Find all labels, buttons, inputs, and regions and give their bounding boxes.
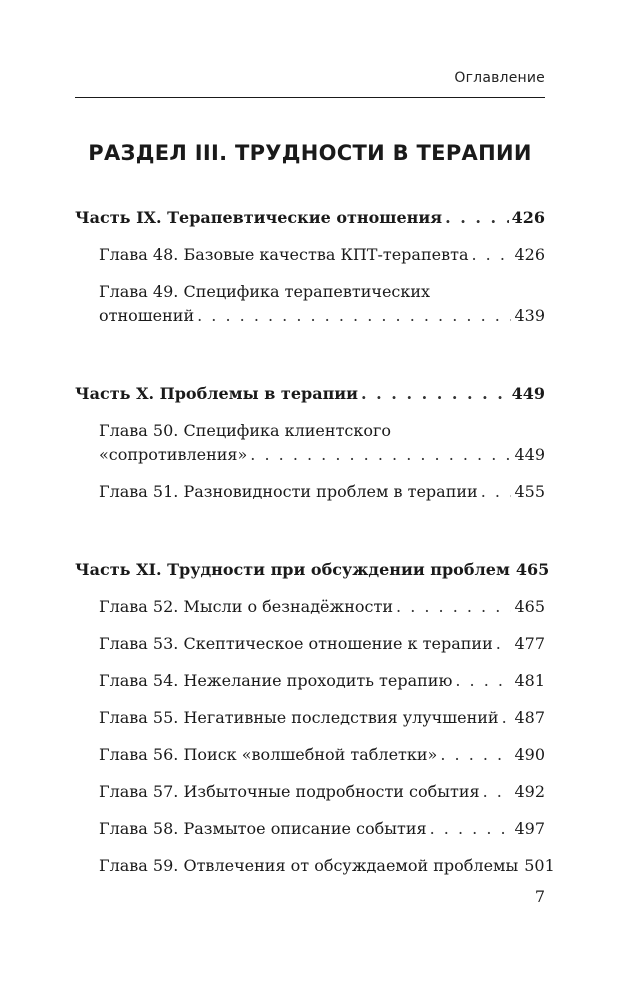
toc-page-number: 490 <box>514 745 545 764</box>
toc-chapter[interactable] <box>75 419 545 467</box>
dot-leader <box>361 382 509 406</box>
toc-chapter-title: Глава 48. Базовые качества КПТ-терапевта <box>99 245 469 264</box>
toc-chapter-title-continued: «сопротивления» <box>99 445 248 464</box>
dot-leader <box>502 706 512 730</box>
toc-page-number: 497 <box>514 819 545 838</box>
toc-page-number: 455 <box>514 482 545 501</box>
toc-chapter[interactable] <box>75 280 545 328</box>
dot-leader <box>472 243 512 267</box>
toc-chapter-title-continued: отношений <box>99 306 195 325</box>
toc-chapter[interactable] <box>75 780 545 804</box>
toc-chapter[interactable] <box>75 632 545 656</box>
toc-page-number: 501 <box>524 856 555 875</box>
dot-leader <box>430 817 512 841</box>
toc-part[interactable] <box>75 558 550 582</box>
toc-chapter-title: Глава 56. Поиск «волшебной таблетки» <box>99 745 438 764</box>
toc-chapter[interactable] <box>75 243 545 267</box>
dot-leader <box>496 632 512 656</box>
toc-chapter-title: Глава 53. Скептическое отношение к терапии <box>99 634 493 653</box>
toc-chapter-title: Глава 57. Избыточные подробности события <box>99 782 480 801</box>
toc-chapter[interactable] <box>75 743 545 767</box>
toc-page-number: 426 <box>511 208 545 227</box>
page-number: 7 <box>534 887 545 906</box>
header-rule <box>75 97 545 98</box>
toc-chapter[interactable] <box>75 854 555 878</box>
toc-chapter[interactable] <box>75 706 545 730</box>
toc-page-number: 481 <box>514 671 545 690</box>
dot-leader <box>250 443 511 467</box>
toc-part-title: Часть IX. Терапевтические отношения <box>75 208 443 227</box>
toc-page-number: 487 <box>514 708 545 727</box>
dot-leader <box>396 595 511 619</box>
toc-chapter-title: Глава 49. Специфика терапевтических <box>99 282 431 301</box>
toc-chapter-title: Глава 51. Разновидности проблем в терапии <box>99 482 478 501</box>
dot-leader <box>445 206 509 230</box>
toc-chapter[interactable] <box>75 669 545 693</box>
dot-leader <box>440 743 511 767</box>
toc-chapter-title: Глава 58. Размытое описание события <box>99 819 427 838</box>
toc-part[interactable] <box>75 206 545 230</box>
dot-leader <box>481 480 512 504</box>
toc-chapter-title: Глава 55. Негативные последствия улучшений <box>99 708 499 727</box>
toc-chapter[interactable] <box>75 480 545 504</box>
toc-chapter[interactable] <box>75 595 545 619</box>
dot-leader <box>483 780 512 804</box>
toc-page-number: 492 <box>514 782 545 801</box>
section-title: РАЗДЕЛ III. ТРУДНОСТИ В ТЕРАПИИ <box>88 141 532 165</box>
dot-leader <box>197 304 511 328</box>
table-of-contents <box>75 206 555 891</box>
toc-chapter-title: Глава 59. Отвлечения от обсуждаемой проблемы <box>99 856 519 875</box>
toc-chapter[interactable] <box>75 817 545 841</box>
toc-page-number: 465 <box>514 597 545 616</box>
toc-part-title: Часть X. Проблемы в терапии <box>75 384 359 403</box>
toc-part[interactable] <box>75 382 545 406</box>
dot-leader <box>455 669 511 693</box>
toc-page-number: 449 <box>514 445 545 464</box>
toc-chapter-title: Глава 54. Нежелание проходить терапию <box>99 671 453 690</box>
toc-part-title: Часть XI. Трудности при обсуждении проблем <box>75 560 510 579</box>
toc-page-number: 465 <box>515 560 550 579</box>
running-head: Оглавление <box>454 70 545 86</box>
toc-page-number: 426 <box>514 245 545 264</box>
toc-page-number: 477 <box>514 634 545 653</box>
toc-page-number: 449 <box>511 384 545 403</box>
toc-chapter-title: Глава 50. Специфика клиентского <box>99 421 392 440</box>
toc-chapter-title: Глава 52. Мысли о безнадёжности <box>99 597 394 616</box>
toc-page-number: 439 <box>514 306 545 325</box>
